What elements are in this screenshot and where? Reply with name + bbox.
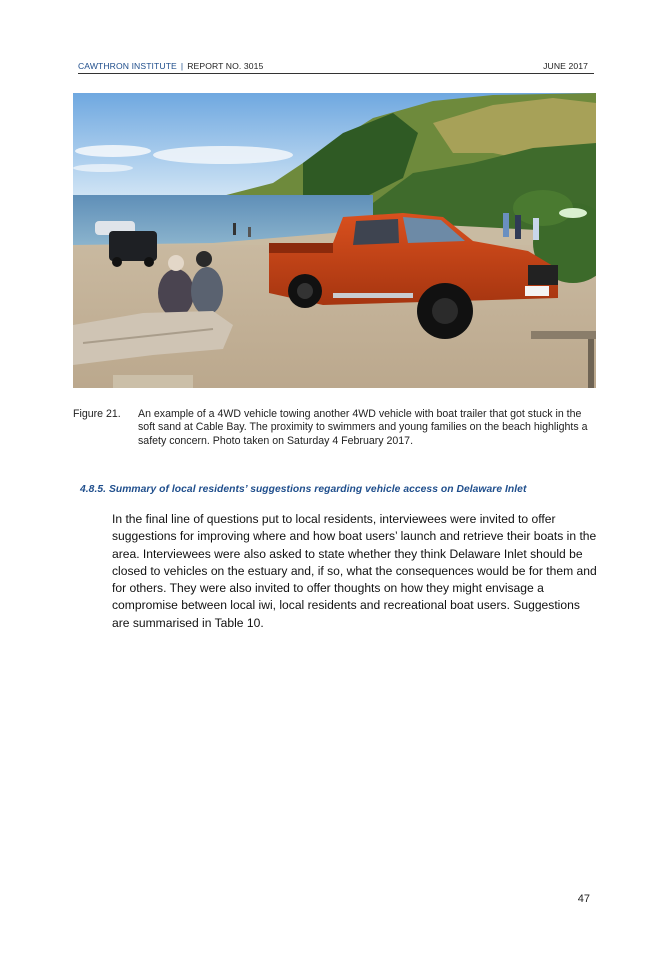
- cloud: [73, 164, 133, 172]
- ute-tray: [269, 243, 333, 253]
- person: [515, 215, 521, 239]
- wheel: [144, 257, 154, 267]
- ute-number-plate: [525, 286, 549, 296]
- person: [503, 213, 509, 237]
- ute-grille: [528, 265, 558, 285]
- figure-label: Figure 21.: [73, 408, 121, 420]
- person: [533, 218, 539, 240]
- wheel: [112, 257, 122, 267]
- person-seated: [158, 269, 194, 317]
- header-left: [78, 61, 263, 71]
- figure-photo: [73, 93, 596, 388]
- body-paragraph: In the final line of questions put to local residents, interviewees were invited to offer suggestions for improving where and how boat users’ launch and retrieve their boats in the area. Interviewees were also asked to state whether they think Delaware Inlet should be closed to vehicles on the estuary and, if so, what the consequences would be for them and for others. They were also invited to offer thoughts on how they might envisage a compromise between local iwi, local residents and recreational boat users. Suggestions are summarised in Table 10.: [112, 512, 597, 630]
- beach-photo-illustration: [73, 93, 596, 388]
- person: [233, 223, 236, 235]
- header-separator: |: [180, 61, 184, 71]
- page-header: [78, 60, 594, 74]
- bush: [513, 190, 573, 226]
- header-date: JUNE 2017: [543, 61, 588, 71]
- bench: [531, 331, 596, 339]
- header-report-number: REPORT NO. 3015: [187, 61, 264, 71]
- cloud: [75, 145, 151, 157]
- page-number: 47: [577, 893, 590, 905]
- plank: [113, 375, 193, 388]
- cloud: [153, 146, 293, 164]
- person-head: [168, 255, 184, 271]
- person: [248, 227, 251, 237]
- person-seated: [191, 267, 223, 315]
- black-4wd: [109, 231, 157, 261]
- parasol: [559, 208, 587, 218]
- section-heading: 4.8.5. Summary of local residents’ suggestions regarding vehicle access on Delaware Inlet: [80, 484, 527, 495]
- person-head: [196, 251, 212, 267]
- header-organisation: CAWTHRON INSTITUTE: [78, 61, 177, 71]
- ute-side-step: [333, 293, 413, 298]
- figure-caption-text: An example of a 4WD vehicle towing another 4WD vehicle with boat trailer that got stuck in the soft sand at Cable Bay. The proximity to swimmers and young families on the beach highlights a safety concern. Photo taken on Saturday 4 February 2017.: [138, 408, 588, 447]
- figure-caption: [73, 408, 596, 448]
- ute-side-window: [353, 219, 399, 245]
